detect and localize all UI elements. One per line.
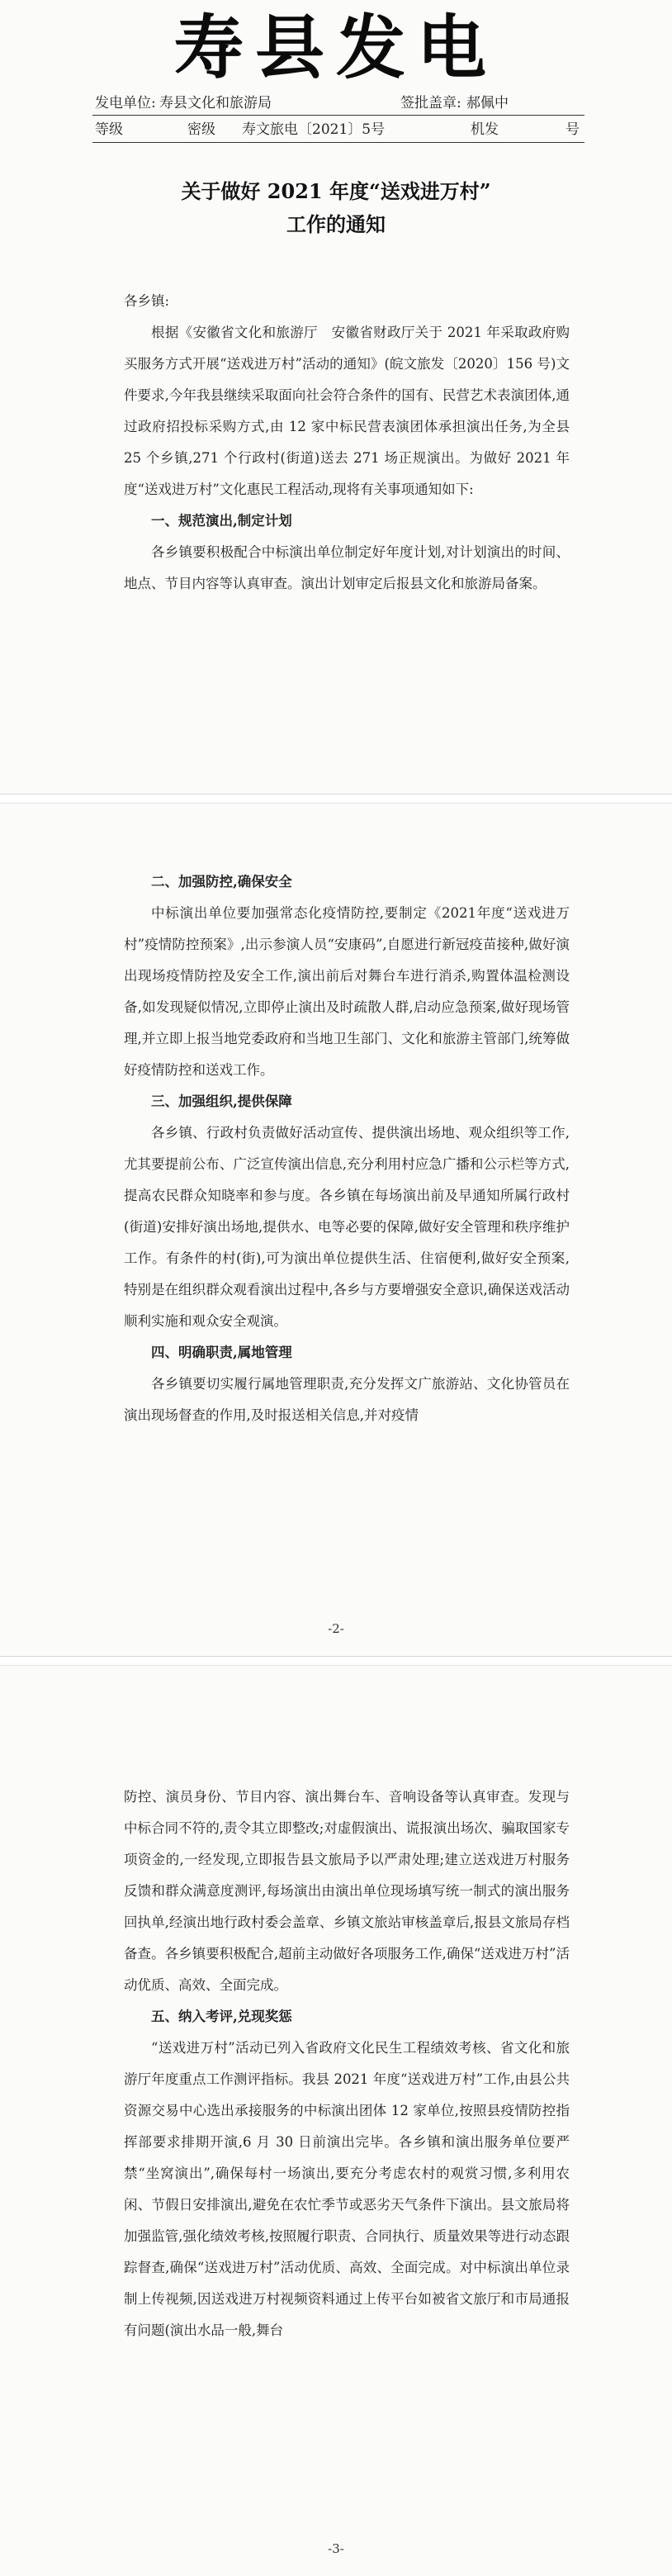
secret-label: 密级: [187, 121, 215, 138]
section-heading: 三、加强组织,提供保障: [151, 1093, 292, 1109]
machine-label: 机发: [471, 121, 499, 138]
paragraph: 中标演出单位要加强常态化疫情防控,要制定《2021年度“送戏进万村”疫情防控预案》,出示参演人员“安康码”,自愿进行新冠疫苗接种,做好演出现场疫情防控及安全工作,演出前后对舞台车进行消杀,购置体温检测设备,如发现疑似情况,立即停止演出及时疏散人群,启动应急预案,做好现场管理,并立即上报当地党委政府和当地卫生部门、文化和旅游主管部门,统筹做好疫情防控和送戏工作。: [124, 905, 570, 1078]
page1-body: [124, 286, 570, 600]
document-page-1: [0, 0, 672, 795]
section-heading: 四、明确职责,属地管理: [151, 1345, 292, 1360]
paragraph: “送戏进万村”活动已列入省政府文化民生工程绩效考核、省文化和旅游厅年度重点工作测评指标。我县 2021 年度“送戏进万村”工作,由县公共资源交易中心选出承接服务的中标演出团体 12 家单位,按照县疫情防控指挥部要求排期开演,6 月 30 日前演出完毕。各乡镇和演出服务单位要严禁“坐窝演出”,确保每村一场演出,要充分考虑农村的观赏习惯,多利用农闲、节假日安排演出,避免在农忙季节或恶劣天气条件下演出。县文旅局将加强监管,强化绩效考核,按照履行职责、合同执行、质量效果等进行动态跟踪督查,确保“送戏进万村”活动优质、高效、全面完成。对中标演出单位录制上传视频,因送戏进万村视频资料通过上传平台如被省文旅厅和市局通报有问题(演出水品一般,舞台: [124, 2040, 570, 2338]
document-page-2: [0, 803, 672, 1657]
signer-value: 郝佩中: [466, 95, 509, 111]
page2-body: [124, 866, 570, 1431]
page-number: -3-: [328, 2541, 344, 2556]
section-heading: 五、纳入考评,兑现奖惩: [151, 2009, 292, 2024]
grade-label: 等级: [95, 121, 123, 138]
doc-number: 寿文旅电〔2021〕5号: [242, 121, 386, 138]
salutation: 各乡镇:: [124, 293, 170, 309]
section-heading: 一、规范演出,制定计划: [151, 513, 292, 529]
page-number: -2-: [328, 1621, 344, 1636]
issuer-label: 发电单位:: [95, 95, 156, 111]
issuer-value: 寿县文化和旅游局: [159, 95, 272, 111]
paragraph: 各乡镇要切实履行属地管理职责,充分发挥文广旅游站、文化协管员在演出现场督查的作用,及时报送相关信息,并对疫情: [124, 1376, 570, 1423]
section-heading: 二、加强防控,确保安全: [151, 874, 292, 890]
doc-title-line2: 工作的通知: [286, 212, 386, 236]
divider-line: [92, 115, 584, 116]
divider-line: [92, 142, 584, 143]
paragraph: 根据《安徽省文化和旅游厅 安徽省财政厅关于 2021 年采取政府购买服务方式开展“送戏进万村”活动的通知》(皖文旅发〔2020〕156 号)文件要求,今年我县继续采取面向社会符合条件的国有、民营艺术表演团体,通过政府招投标采购方式,由 12 家中标民营表演团体承担演出任务,为全县 25 个乡镇,271 个行政村(街道)送去 271 场正规演出。为做好 2021 年度“送戏进万村”文化惠民工程活动,现将有关事项通知如下:: [124, 325, 570, 497]
paragraph: 各乡镇要积极配合中标演出单位制定好年度计划,对计划演出的时间、地点、节目内容等认真审查。演出计划审定后报县文化和旅游局备案。: [124, 544, 570, 591]
masthead-title: 寿县发电: [173, 7, 498, 88]
document-page-3: [0, 1665, 672, 2576]
paragraph: 各乡镇、行政村负责做好活动宣传、提供演出场地、观众组织等工作,尤其要提前公布、广泛宣传演出信息,充分利用村应急广播和公示栏等方式,提高农民群众知晓率和参与度。各乡镇在每场演出前及早通知所属行政村(街道)安排好演出场地,提供水、电等必要的保障,做好安全管理和秩序维护工作。有条件的村(街),可为演出单位提供生活、住宿便利,做好安全预案,特别是在组织群众观看演出过程中,各乡与方要增强安全意识,确保送戏活动顺利实施和观众安全观演。: [124, 1125, 570, 1329]
paragraph: 防控、演员身份、节目内容、演出舞台车、音响设备等认真审查。发现与中标合同不符的,责令其立即整改;对虚假演出、谎报演出场次、骗取国家专项资金的,一经发现,立即报告县文旅局予以严肃处理;建立送戏进万村服务反馈和群众满意度测评,每场演出由演出单位现场填写统一制式的演出服务回执单,经演出地行政村委会盖章、乡镇文旅站审核盖章后,报县文旅局存档备查。各乡镇要积极配合,超前主动做好各项服务工作,确保“送戏进万村”活动优质、高效、全面完成。: [124, 1789, 570, 1993]
signer-label: 签批盖章:: [400, 95, 461, 111]
number-label: 号: [566, 121, 580, 138]
page3-body: [124, 1781, 570, 2346]
doc-title-line1: 关于做好 2021 年度“送戏进万村”: [181, 179, 491, 203]
